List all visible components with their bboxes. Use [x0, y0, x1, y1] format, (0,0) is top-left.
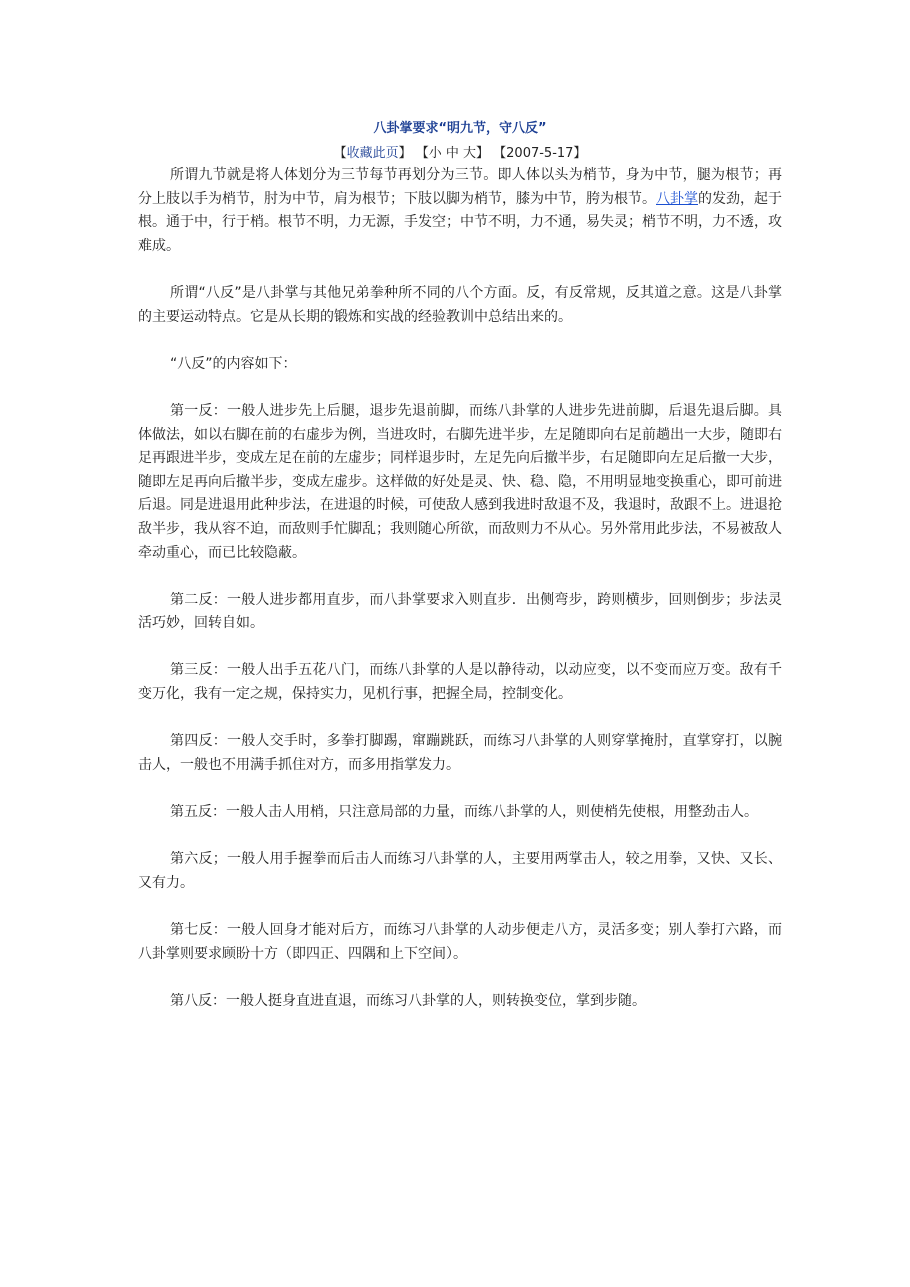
bookmark-link[interactable]: 收藏此页: [346, 146, 399, 161]
paragraph-eight-reversals-intro: 所谓“八反”是八卦掌与其他兄弟拳种所不同的八个方面。反，有反常规，反其道之意。这是八卦掌的主要运动特点。它是从长期的锻炼和实战的经验教训中总结出来的。: [138, 284, 782, 325]
bagua-palm-link[interactable]: 八卦掌: [656, 190, 698, 207]
article-meta: [138, 144, 782, 164]
paragraph-reversal-2: 第二反：一般人进步都用直步，而八卦掌要求入则直步．出侧弯步，跨则横步，回则倒步；步法灵活巧妙，回转自如。: [138, 591, 782, 632]
paragraph-reversal-8: 第八反：一般人挺身直进直退，而练习八卦掌的人，则转换变位，掌到步随。: [170, 992, 646, 1009]
paragraph-reversal-3: 第三反：一般人出手五花八门，而练八卦掌的人是以静待动，以动应变，以不变而应万变。敌有千变万化，我有一定之规，保持实力，见机行事，把握全局，控制变化。: [138, 662, 782, 703]
font-size-switcher[interactable]: 【小 中 大】: [415, 146, 490, 161]
paragraph-reversal-5: 第五反：一般人击人用梢，只注意局部的力量，而练八卦掌的人，则使梢先使根，用整劲击人。: [170, 804, 758, 821]
paragraph-eight-reversals-heading: “八反”的内容如下：: [170, 355, 297, 372]
bookmark-bracket-close: 】: [398, 146, 412, 161]
publish-date: 【2007-5-17】: [493, 146, 587, 161]
article-title: 八卦掌要求“明九节，守八反”: [373, 121, 547, 136]
article: [138, 118, 782, 1037]
paragraph-nine-joints-text-a: 所谓九节就是将人体划分为三节每节再划分为三节。即人体以头为梢节，身为中节，腿为根节；再分上肢以手为梢节，肘为中节，肩为根节；下肢以脚为梢节，膝为中节，胯为根节。: [138, 167, 782, 207]
bookmark-bracket-open: 【: [333, 146, 347, 161]
paragraph-nine-joints: [138, 164, 782, 258]
paragraph-reversal-7: 第七反：一般人回身才能对后方，而练习八卦掌的人动步便走八方，灵活多变；别人拳打六路，而八卦掌则要求顾盼十方（即四正、四隅和上下空间）。: [138, 922, 782, 962]
paragraph-reversal-4: 第四反：一般人交手时，多拳打脚踢，窜蹦跳跃，而练习八卦掌的人则穿掌掩肘，直掌穿打，以腕击人，一般也不用满手抓住对方，而多用指掌发力。: [138, 733, 782, 773]
paragraph-nine-joints-text-b: 的发劲，起于根。通于中，行于梢。根节不明，力无源，手发空；中节不明，力不通，易失灵；梢节不明，力不透，攻难成。: [138, 190, 782, 254]
paragraph-reversal-6: 第六反；一般人用手握拳而后击人而练习八卦掌的人，主要用两掌击人，较之用拳，又快、又长、又有力。: [138, 851, 782, 891]
paragraph-reversal-1: 第一反：一般人进步先上后腿，退步先退前脚，而练八卦掌的人进步先进前脚，后退先退后脚。具体做法，如以右脚在前的右虚步为例，当进攻时，右脚先进半步，左足随即向右足前趟出一大步，随即右足再跟进半步，变成左足在前的左虚步；同样退步时，左足先向后撤半步，右足随即向左足后撤一大步，随即左足再向后撤半步，变成左虚步。这样做的好处是灵、快、稳、隐，不用明显地变换重心，即可前进后退。同是进退用此种步法，在进退的时候，可使敌人感到我进时敌退不及，我退时，敌跟不上。进退抢敌半步，我从容不迫，而敌则手忙脚乱；我则随心所欲，而敌则力不从心。另外常用此步法，不易被敌人牵动重心，而已比较隐蔽。: [138, 402, 782, 561]
